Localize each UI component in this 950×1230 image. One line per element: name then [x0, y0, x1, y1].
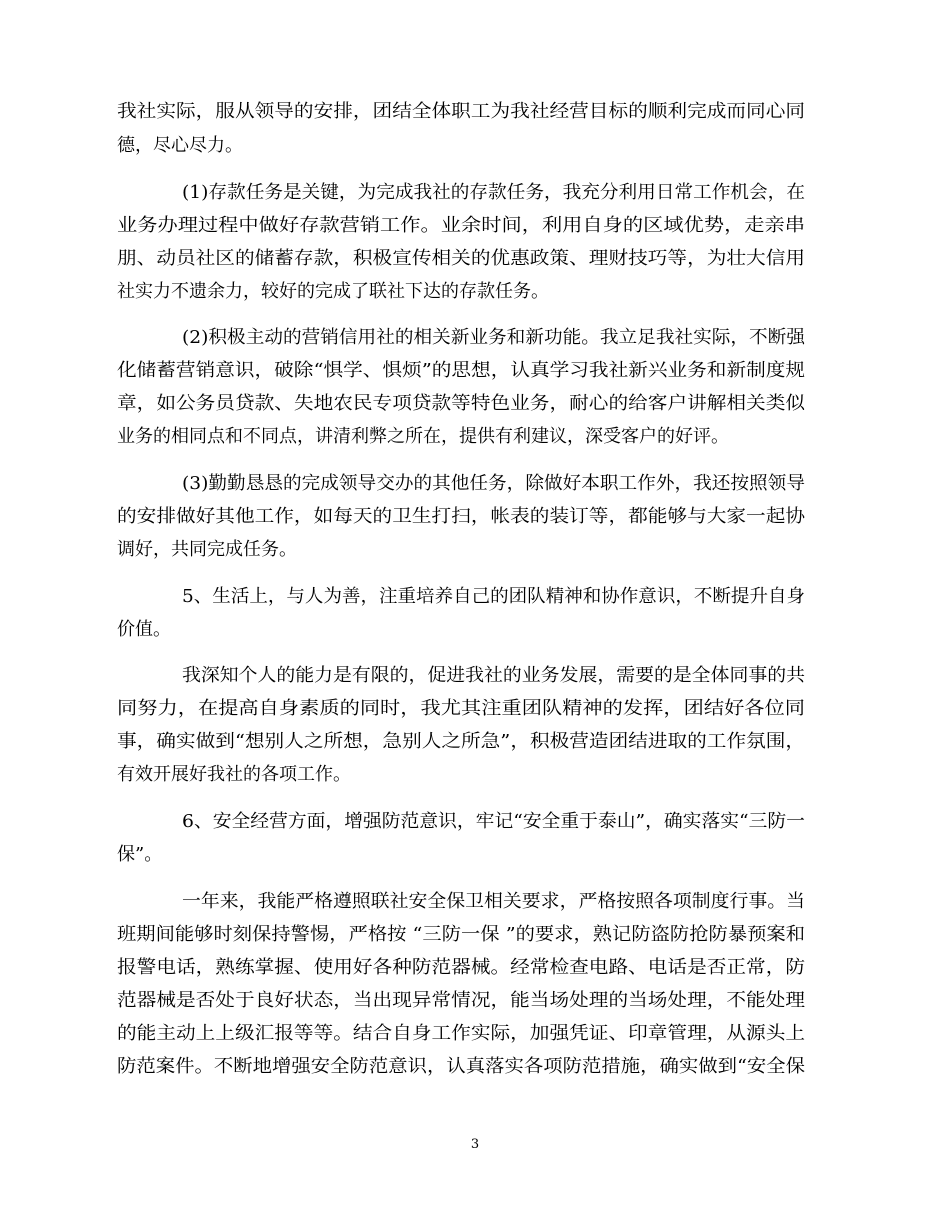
- text-line: 化储蓄营销意识，破除“惧学、惧烦”的思想，认真学习我社新兴业务和新制度规: [117, 360, 806, 381]
- text-line: 的安排做好其他工作，如每天的卫生打扫，帐表的装订等，都能够与大家一起协: [117, 506, 806, 527]
- text-line: 6、安全经营方面，增强防范意识，牢记“安全重于泰山”，确实落实“三防一: [182, 811, 805, 832]
- text-line: 事，确实做到“想别人之所想，急别人之所急”，积极营造团结进取的工作氛围，: [117, 731, 806, 752]
- text-line: 价值。: [117, 619, 171, 640]
- text-line: 有效开展好我社的各项工作。: [117, 764, 351, 785]
- text-line: 章，如公务员贷款、失地农民专项贷款等特色业务，耐心的给客户讲解相关类似: [117, 393, 806, 414]
- text-line: 我深知个人的能力是有限的，促进我社的业务发展，需要的是全体同事的共: [182, 665, 805, 686]
- text-line: (2)积极主动的营销信用社的相关新业务和新功能。我立足我社实际，不断强: [182, 327, 805, 348]
- text-line: 防范案件。不断地增强安全防范意识，认真落实各项防范措施，确实做到“安全保: [117, 1056, 805, 1077]
- text-line: 同努力，在提高自身素质的同时，我尤其注重团队精神的发挥，团结好各位同: [117, 698, 806, 719]
- text-line: 范器械是否处于良好状态，当出现异常情况，能当场处理的当场处理，不能处理: [117, 990, 806, 1011]
- text-line: 调好，共同完成任务。: [117, 539, 297, 560]
- text-line: 班期间能够时刻保持警惕，严格按 “三防一保 ”的要求，熟记防盗防抢防暴预案和: [117, 924, 806, 945]
- text-line: 5、生活上，与人为善，注重培养自己的团队精神和协作意识，不断提升自身: [182, 586, 806, 607]
- text-line: 一年来，我能严格遵照联社安全保卫相关要求，严格按照各项制度行事。当: [182, 891, 805, 912]
- text-line: 我社实际，服从领导的安排，团结全体职工为我社经营目标的顺利完成而同心同: [117, 101, 806, 122]
- text-line: (1)存款任务是关键，为完成我社的存款任务，我充分利用日常工作机会，在: [182, 182, 805, 203]
- text-line: 业务的相同点和不同点，讲清利弊之所在，提供有利建议，深受客户的好评。: [117, 426, 729, 447]
- text-line: 报警电话，熟练掌握、使用好各种防范器械。经常检查电路、电话是否正常，防: [117, 957, 806, 978]
- text-line: 的能主动上上级汇报等等。结合自身工作实际，加强凭证、印章管理，从源头上: [117, 1023, 806, 1044]
- page-number: 3: [470, 1137, 480, 1152]
- text-line: (3)勤勤恳恳的完成领导交办的其他任务，除做好本职工作外，我还按照领导: [182, 473, 805, 494]
- text-line: 保”。: [117, 844, 163, 865]
- text-line: 社实力不遗余力，较好的完成了联社下达的存款任务。: [117, 281, 549, 302]
- text-line: 德，尽心尽力。: [117, 135, 243, 156]
- text-line: 业务办理过程中做好存款营销工作。业余时间，利用自身的区域优势，走亲串: [117, 215, 806, 236]
- text-line: 朋、动员社区的储蓄存款，积极宣传相关的优惠政策、理财技巧等，为壮大信用: [117, 248, 806, 269]
